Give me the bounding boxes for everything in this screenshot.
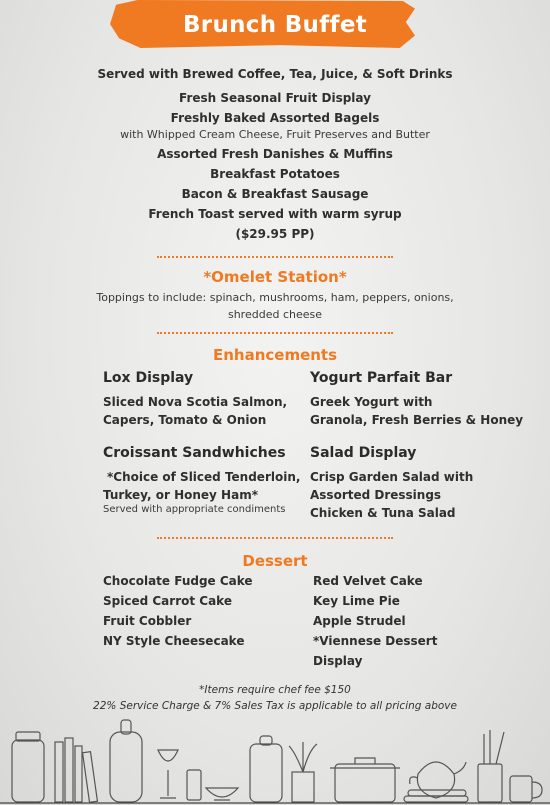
yogurt-section — [310, 370, 523, 429]
omelet-heading: *Omelet Station* — [203, 268, 347, 286]
menu-item: Breakfast Potatoes — [210, 167, 340, 181]
menu-item: Fresh Seasonal Fruit Display — [179, 91, 371, 105]
kitchenware-illustration — [0, 712, 550, 805]
croissant-line: *Choice of Sliced Tenderloin, — [107, 470, 301, 484]
omelet-toppings: Toppings to include: spinach, mushrooms, ham, peppers, onions, — [96, 291, 454, 304]
dessert-item: Chocolate Fudge Cake — [103, 574, 253, 588]
service-charge-note: 22% Service Charge & 7% Sales Tax is applicable to all pricing above — [93, 700, 457, 712]
dessert-item: Red Velvet Cake — [313, 574, 423, 588]
book-icon — [55, 742, 63, 802]
chef-fee-note: *Items require chef fee $150 — [199, 684, 351, 696]
plant-pot-icon — [292, 772, 314, 802]
croissant-line: Turkey, or Honey Ham* — [103, 488, 258, 502]
dessert-item: Spiced Carrot Cake — [103, 594, 232, 608]
omelet-toppings-cont: shredded cheese — [227, 308, 322, 321]
yogurt-line: Granola, Fresh Berries & Honey — [310, 413, 524, 427]
lox-line: Sliced Nova Scotia Salmon, — [103, 395, 288, 409]
menu-item: Bacon & Breakfast Sausage — [181, 187, 369, 201]
menu-item: Freshly Baked Assorted Bagels — [170, 111, 380, 125]
page-title: Brunch Buffet — [182, 12, 368, 38]
croissant-section — [103, 445, 300, 515]
salad-title: Salad Display — [310, 445, 417, 461]
salad-line: Crisp Garden Salad with — [310, 470, 474, 484]
lox-line: Capers, Tomato & Onion — [103, 413, 267, 427]
menu-item-note: with Whipped Cream Cheese, Fruit Preserves and Butter — [120, 128, 430, 141]
dessert-heading: Dessert — [242, 552, 308, 570]
croissant-note: Served with appropriate condiments — [103, 504, 286, 515]
divider — [157, 256, 393, 258]
spice-jar-icon — [187, 770, 201, 800]
cutting-board-icon — [110, 732, 142, 802]
mug-icon — [510, 776, 532, 802]
wine-glass-icon — [158, 750, 178, 798]
dessert-item: Key Lime Pie — [313, 594, 400, 608]
divider — [157, 537, 393, 539]
plates-icon — [404, 796, 468, 802]
salad-line: Chicken & Tuna Salad — [310, 506, 456, 520]
dessert-item: Apple Strudel — [313, 614, 406, 628]
dessert-left-column — [103, 571, 253, 651]
bowl-icon — [206, 788, 238, 800]
teapot-icon — [410, 762, 466, 798]
menu-item: Assorted Fresh Danishes & Muffins — [157, 147, 393, 161]
jar-icon — [12, 740, 44, 802]
lox-title: Lox Display — [103, 370, 194, 386]
dessert-item: *Viennese Dessert — [313, 634, 438, 648]
price: ($29.95 PP) — [235, 227, 315, 241]
salad-section — [310, 445, 473, 522]
menu-item: French Toast served with warm syrup — [148, 207, 402, 221]
enhancements-heading: Enhancements — [212, 346, 338, 364]
dessert-item: Display — [313, 654, 363, 668]
yogurt-line: Greek Yogurt with — [310, 395, 433, 409]
subtitle: Served with Brewed Coffee, Tea, Juice, & Soft Drinks — [97, 67, 453, 81]
pot-icon — [335, 764, 395, 802]
dessert-item: NY Style Cheesecake — [103, 634, 245, 648]
lox-section — [103, 370, 287, 429]
dessert-item: Fruit Cobbler — [103, 614, 192, 628]
grater-icon — [250, 744, 282, 802]
croissant-title: Croissant Sandwhiches — [103, 445, 286, 461]
salad-line: Assorted Dressings — [310, 488, 442, 502]
yogurt-title: Yogurt Parfait Bar — [310, 370, 453, 386]
utensil-holder-icon — [478, 764, 502, 802]
dessert-right-column — [313, 571, 437, 671]
divider — [157, 332, 393, 334]
